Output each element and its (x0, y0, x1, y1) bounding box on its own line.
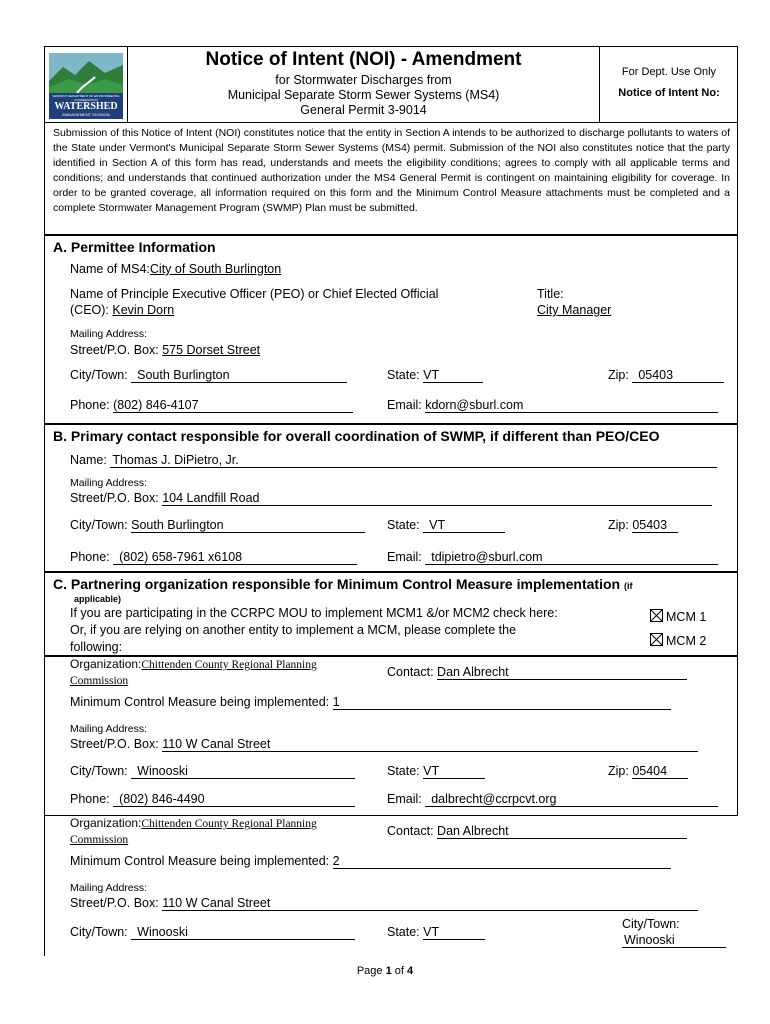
org1-city-row (70, 764, 355, 779)
zip-value[interactable]: 05403 (632, 368, 724, 383)
org2-state-row (387, 925, 485, 940)
org1-email-label: Email: (387, 792, 422, 806)
email-value[interactable]: kdorn@sburl.com (425, 398, 718, 413)
ccrpc-line-3: following: (70, 640, 123, 654)
org2-org-value-2[interactable]: Commission (70, 834, 129, 846)
form-subtitle-2: Municipal Separate Storm Sewer Systems (MS4) (227, 88, 500, 102)
org2-city2-value[interactable]: Winooski (622, 933, 726, 948)
mcm2-checkbox-row[interactable] (650, 633, 706, 648)
org2-state-value[interactable]: VT (423, 925, 485, 940)
city-label: City/Town: (70, 368, 128, 382)
b-name-row (70, 453, 717, 468)
org1-contact-value[interactable]: Dan Albrecht (437, 665, 687, 680)
b-email-value[interactable]: tdipietro@sburl.com (425, 550, 718, 565)
org1-street-label: Street/P.O. Box: (70, 737, 159, 751)
org1-contact-label: Contact: (387, 665, 434, 679)
org2-mcm-label: Minimum Control Measure being implemented: (70, 854, 330, 868)
peo-label-line-1: Name of Principle Executive Officer (PEO) or Chief Elected Official (70, 287, 439, 301)
state-value[interactable]: VT (423, 368, 483, 383)
b-street-value[interactable]: 104 Landfill Road (162, 491, 712, 506)
org2-city-value[interactable]: Winooski (131, 925, 355, 940)
org1-state-label: State: (387, 764, 420, 778)
section-b-heading: B. Primary contact responsible for overall coordination of SWMP, if different than PEO/CEO (53, 428, 660, 444)
b-mailing-label: Mailing Address: (70, 477, 148, 489)
org2-mailing-label: Mailing Address: (70, 882, 148, 894)
org1-mcm-value[interactable]: 1 (333, 695, 671, 710)
org2-org-label: Organization: (70, 816, 142, 830)
org1-contact-row (387, 665, 687, 680)
mcm2-checkbox[interactable] (650, 633, 663, 646)
b-email-label: Email: (387, 550, 422, 564)
org2-state-label: State: (387, 925, 420, 939)
org1-city-label: City/Town: (70, 764, 128, 778)
ms4-name-value[interactable]: City of South Burlington (149, 262, 282, 276)
phone-value[interactable]: (802) 846-4107 (113, 398, 353, 413)
org1-org-value-1[interactable]: Chittenden County Regional Planning (141, 659, 317, 671)
form-subtitle-3: General Permit 3-9014 (300, 103, 427, 117)
state-row (387, 368, 483, 383)
mailing-address-label: Mailing Address: (70, 328, 148, 340)
org2-org-row (70, 816, 317, 848)
org1-mcm-row (70, 695, 671, 710)
phone-label: Phone: (70, 398, 110, 412)
org2-mcm-value[interactable]: 2 (333, 854, 671, 869)
section-c-heading-text: C. Partnering organization responsible for Minimum Control Measure implementation (53, 576, 621, 592)
org2-city-row (70, 925, 355, 940)
title-value[interactable]: City Manager (537, 303, 612, 317)
city-row (70, 368, 347, 383)
b-zip-label: Zip: (608, 518, 629, 532)
org2-org-value-1[interactable]: Chittenden County Regional Planning (141, 818, 317, 830)
city-value[interactable]: South Burlington (131, 368, 347, 383)
b-zip-row (608, 518, 678, 533)
peo-row (70, 303, 174, 317)
org2-contact-value[interactable]: Dan Albrecht (437, 824, 687, 839)
b-state-value[interactable]: VT (423, 518, 505, 533)
zip-label: Zip: (608, 368, 629, 382)
logo-caption-small: VERMONT DEPARTMENT OF ENVIRONMENTAL CONSERVATION (52, 94, 120, 102)
b-zip-value[interactable]: 05403 (632, 518, 678, 533)
org1-zip-value[interactable]: 05404 (632, 764, 688, 779)
b-city-row (70, 518, 365, 533)
org1-zip-label: Zip: (608, 764, 629, 778)
org1-email-row (387, 792, 718, 807)
org1-mailing-label: Mailing Address: (70, 723, 148, 735)
b-state-row (387, 518, 505, 533)
b-phone-label: Phone: (70, 550, 110, 564)
intro-paragraph: Submission of this Notice of Intent (NOI) constitutes notice that the entity in Section A intends to be authorized to discharge pollutants to waters of the State under Vermont's Municipal Separate Storm Sewer Systems (MS4) permit. Submission of the NOI also constitutes notice that the party identified in Section A of this form has read, understands and meets the eligibility conditions; agrees to comply with all applicable terms and conditions; and understands that continued authorization under the MS4 General Permit is contingent on maintaining eligibility for coverage. In order to be granted coverage, all information required on this form and the Minimum Control Measure attachments must be completed and a complete Stormwater Management Program (SWMP) Plan must be submitted. (53, 127, 730, 214)
b-street-label: Street/P.O. Box: (70, 491, 159, 505)
page-total: 4 (407, 965, 414, 977)
page-prefix: Page (356, 965, 383, 977)
org1-state-value[interactable]: VT (423, 764, 485, 779)
state-label: State: (387, 368, 420, 382)
street-label: Street/P.O. Box: (70, 343, 159, 357)
b-email-row (387, 550, 718, 565)
mcm1-label: MCM 1 (666, 610, 707, 624)
peo-label-line-2: (CEO): (70, 303, 109, 317)
phone-row (70, 398, 353, 413)
mcm1-checkbox[interactable] (650, 609, 663, 622)
org2-mcm-row (70, 854, 671, 869)
b-city-value[interactable]: South Burlington (131, 518, 365, 533)
b-name-label: Name: (70, 453, 107, 467)
ccrpc-line-2: Or, if you are relying on another entity to implement a MCM, please complete the (70, 623, 517, 637)
org2-contact-row (387, 824, 687, 839)
b-phone-row (70, 550, 357, 565)
org1-org-label: Organization: (70, 657, 142, 671)
org2-contact-label: Contact: (387, 824, 434, 838)
page-of: of (394, 965, 404, 977)
peo-value[interactable]: Kevin Dorn (112, 303, 175, 317)
org2-city2-row (622, 933, 726, 948)
zip-row (608, 368, 724, 383)
org1-zip-row (608, 764, 688, 779)
b-state-label: State: (387, 518, 420, 532)
org2-city-label: City/Town: (70, 925, 128, 939)
section-a-heading: A. Permittee Information (53, 239, 216, 255)
section-c-heading (53, 576, 632, 592)
org1-org-row (70, 657, 317, 689)
org1-state-row (387, 764, 485, 779)
b-street-row (70, 491, 712, 506)
page-current: 1 (385, 965, 392, 977)
b-city-label: City/Town: (70, 518, 128, 532)
org2-street-label: Street/P.O. Box: (70, 896, 159, 910)
org1-email-value[interactable]: dalbrecht@ccrpcvt.org (425, 792, 718, 807)
ms4-name-row (70, 262, 281, 276)
dept-use-label: For Dept. Use Only (621, 66, 717, 78)
org1-phone-label: Phone: (70, 792, 110, 806)
org1-phone-row (70, 792, 355, 807)
org1-city-value[interactable]: Winooski (131, 764, 355, 779)
section-c-heading-note: (if (623, 581, 633, 591)
email-row (387, 398, 718, 413)
org2-left-border (44, 816, 45, 956)
org1-street-value[interactable]: 110 W Canal Street (162, 737, 698, 752)
org2-city2-label: City/Town: (622, 917, 680, 931)
street-row (70, 343, 260, 357)
mcm1-checkbox-row[interactable] (650, 609, 706, 624)
section-c-applicable: applicable) (74, 594, 122, 604)
ms4-name-label: Name of MS4: (70, 262, 150, 276)
watershed-logo (49, 53, 123, 119)
org1-street-row (70, 737, 698, 752)
b-phone-value[interactable]: (802) 658-7961 x6108 (113, 550, 357, 565)
org1-org-value-2[interactable]: Commission (70, 675, 129, 687)
org1-phone-value[interactable]: (802) 846-4490 (113, 792, 355, 807)
org2-street-value[interactable]: 110 W Canal Street (162, 896, 698, 911)
form-title: Notice of Intent (NOI) - Amendment (205, 49, 522, 70)
logo-caption-watershed: WATERSHED (54, 101, 118, 112)
email-label: Email: (387, 398, 422, 412)
mcm2-label: MCM 2 (666, 634, 707, 648)
street-value[interactable]: 575 Dorset Street (162, 343, 261, 357)
org2-street-row (70, 896, 698, 911)
b-name-value[interactable]: Thomas J. DiPietro, Jr. (110, 453, 717, 468)
title-label: Title: (537, 287, 564, 301)
form-subtitle-1: for Stormwater Discharges from (275, 73, 452, 87)
logo-caption-division: MANAGEMENT DIVISION (62, 112, 110, 117)
ccrpc-line-1: If you are participating in the CCRPC MOU to implement MCM1 &/or MCM2 check here: (70, 606, 558, 620)
noi-number-label[interactable]: Notice of Intent No: (618, 87, 720, 99)
page-number (0, 965, 770, 977)
org1-mcm-label: Minimum Control Measure being implemented: (70, 695, 330, 709)
header-divider-right (599, 46, 600, 123)
